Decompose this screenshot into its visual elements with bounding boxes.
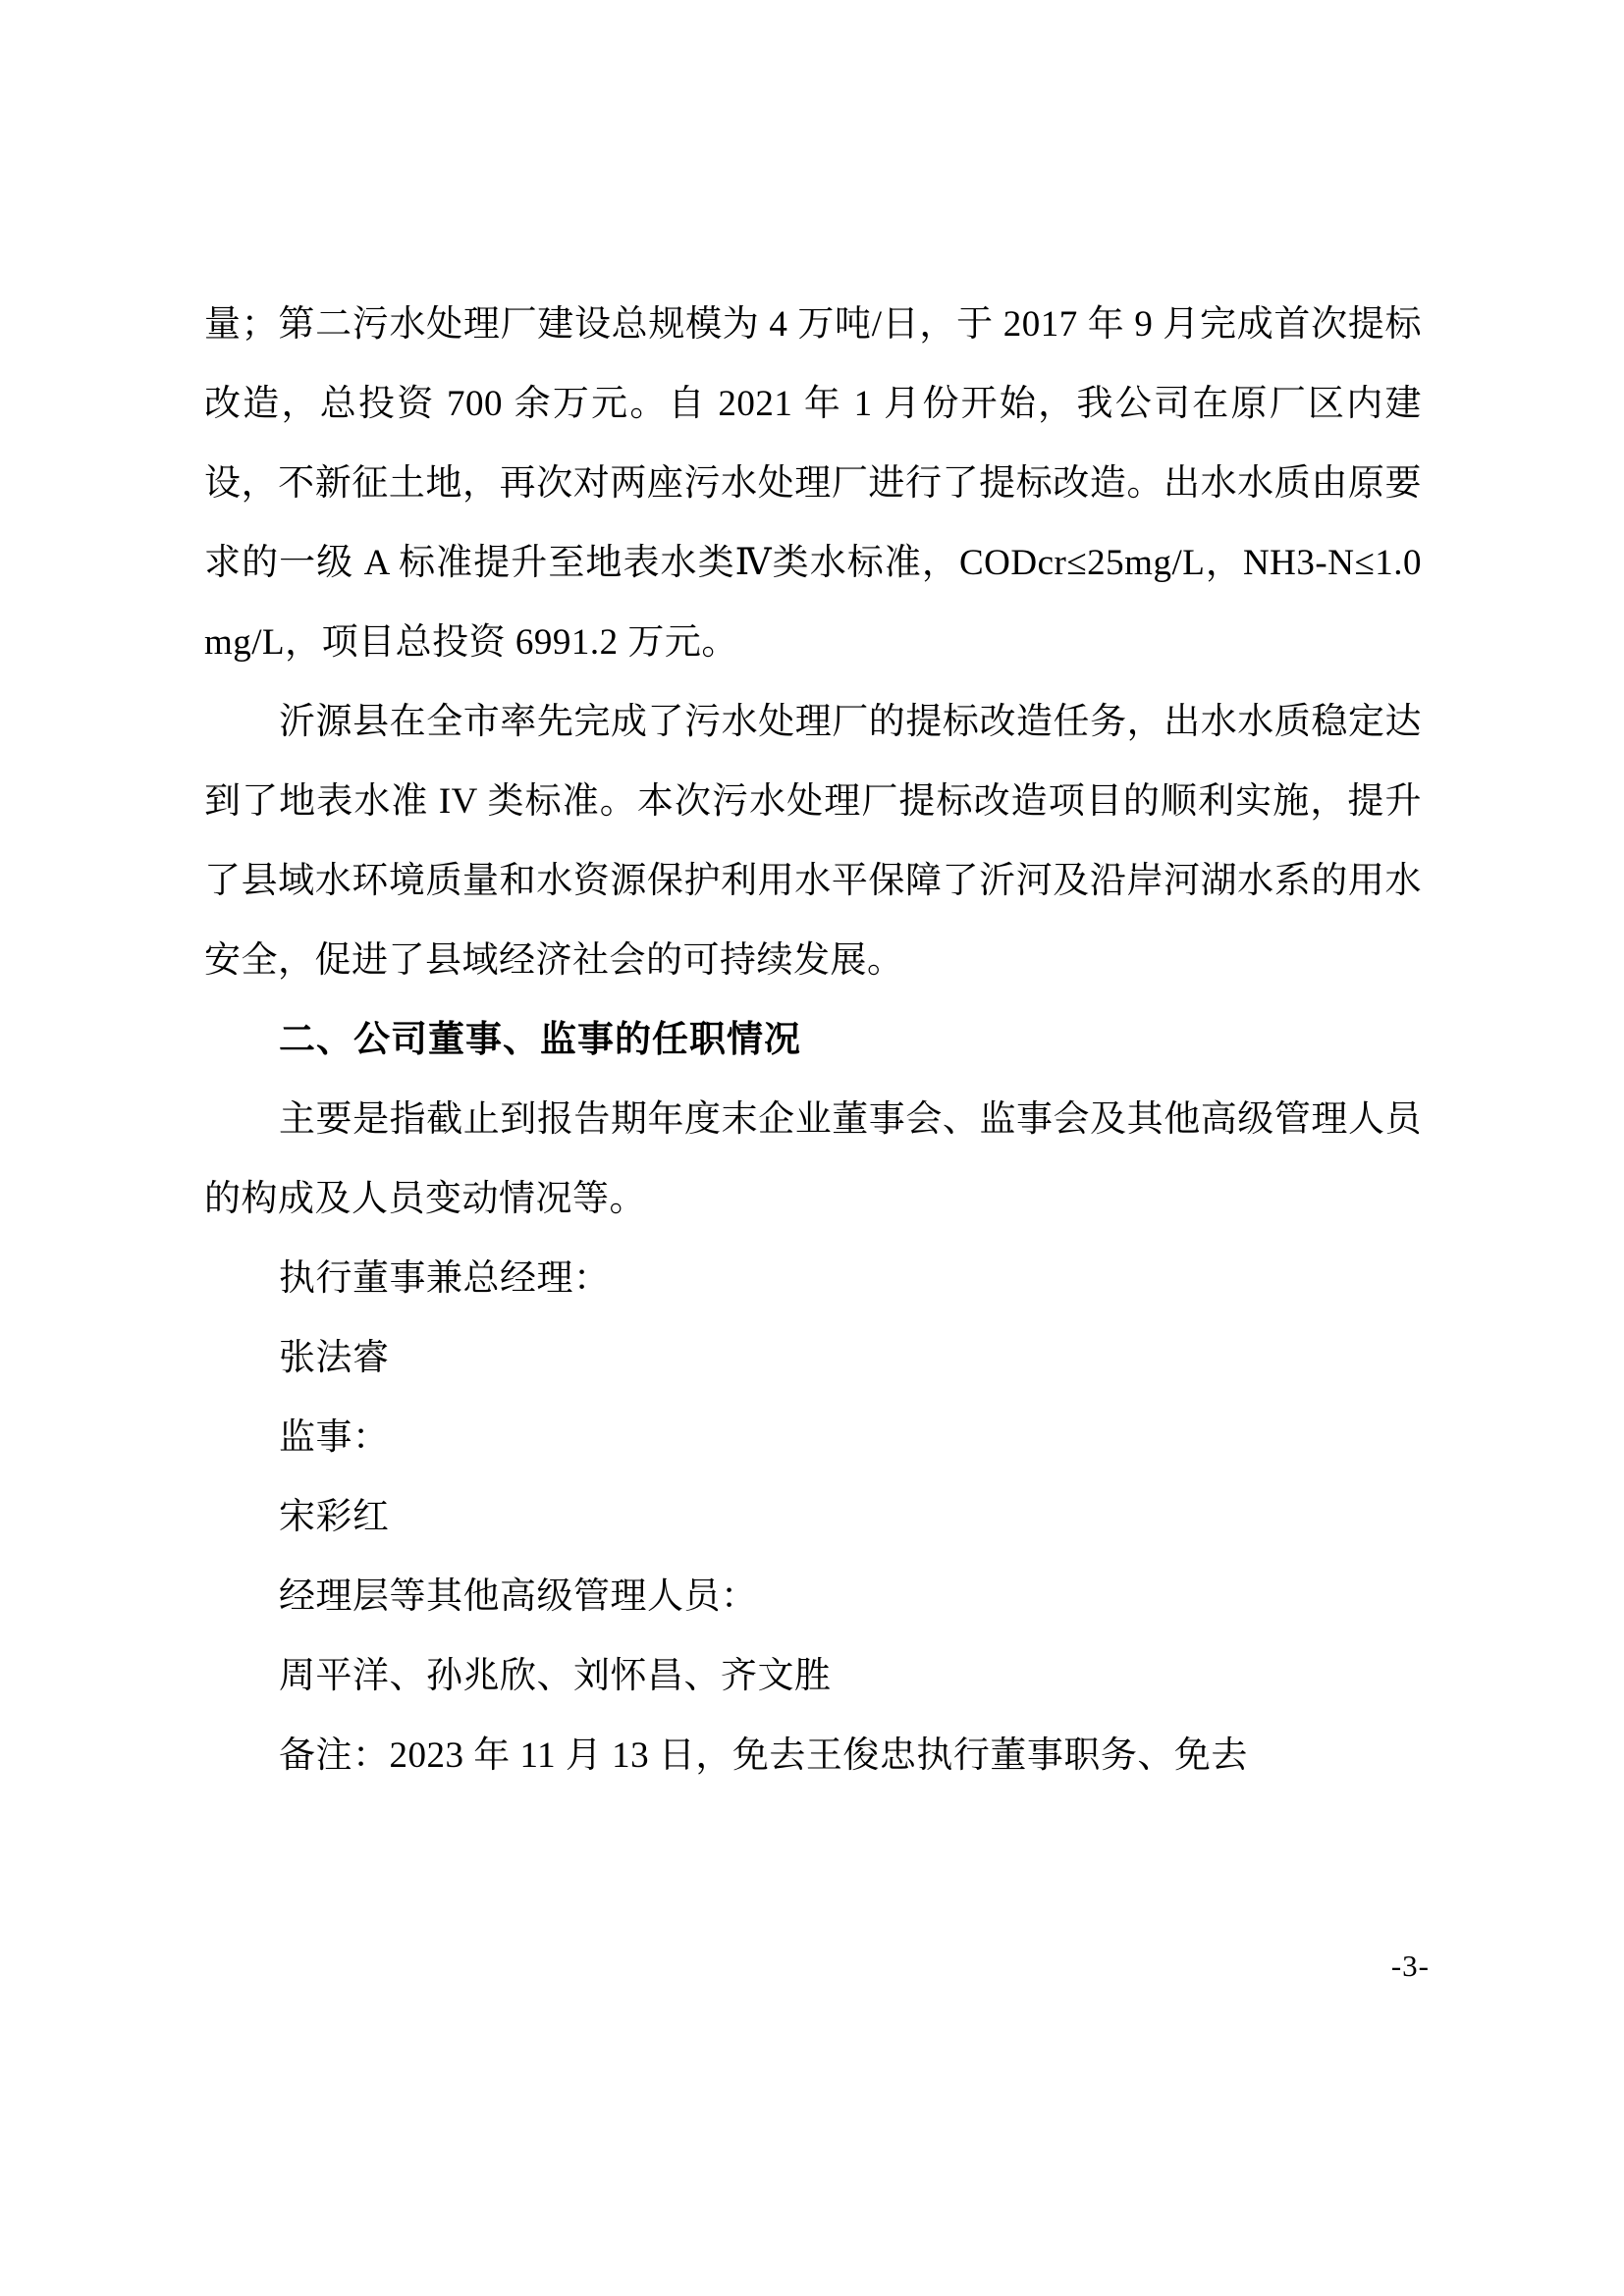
role-supervisor-name: 宋彩红 [279,1497,390,1537]
role-executive-director-name: 张法睿 [279,1338,390,1378]
role-supervisor-label: 监事： [279,1417,390,1458]
paragraph-county-result: 沂源县在全市率先完成了污水处理厂的提标改造任务，出水水质稳定达到了地表水准 IV 类标准。本次污水处理厂提标改造项目的顺利实施，提升了县域水环境质量和水资源保护利用水平保障了沂河及沿岸河湖水系的用水安全，促进了县域经济社会的可持续发展。 [204,702,1422,981]
role-remark: 备注：2023 年 11 月 13 日，免去王俊忠执行董事职务、免去 [279,1735,1248,1776]
paragraph-plant-upgrade: 量；第二污水处理厂建设总规模为 4 万吨/日，于 2017 年 9 月完成首次提标改造，总投资 700 余万元。自 2021 年 1 月份开始，我公司在原厂区内建设，不新征土地，再次对两座污水处理厂进行了提标改造。出水水质由原要求的一级 A 标准提升至地表水类Ⅳ类水标准，CODcr≤25mg/L，NH3-N≤1.0mg/L，项目总投资 6991.2 万元。 [204,304,1422,663]
page-content [204,285,1422,1795]
role-senior-managers-names: 周平洋、孙兆欣、刘怀昌、齐文胜 [279,1656,832,1696]
page-number: -3- [1390,1949,1430,1983]
role-senior-managers-label: 经理层等其他高级管理人员： [279,1576,758,1617]
paragraph-summary: 主要是指截止到报告期年度末企业董事会、监事会及其他高级管理人员的构成及人员变动情况等。 [204,1099,1422,1219]
role-executive-director-label: 执行董事兼总经理： [279,1258,611,1299]
section-heading-directors: 二、公司董事、监事的任职情况 [279,1020,801,1060]
